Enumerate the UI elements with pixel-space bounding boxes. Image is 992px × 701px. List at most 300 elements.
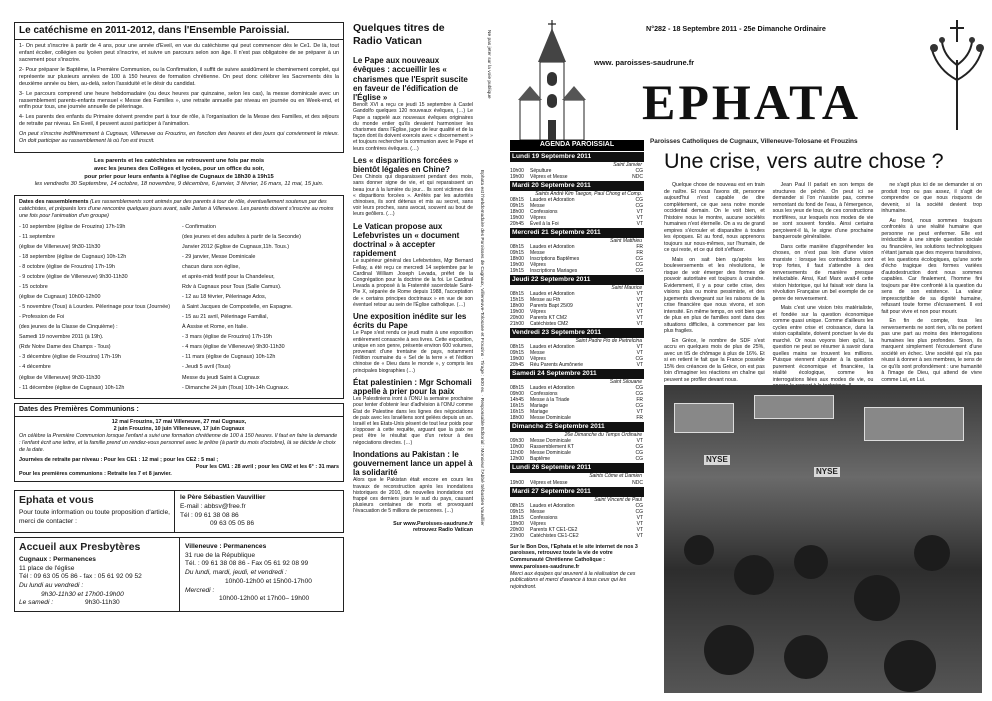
agenda-time: 10h00 xyxy=(510,444,524,451)
agenda-saint: Saint Silouane xyxy=(609,379,642,386)
agenda-place: CG xyxy=(635,261,643,268)
photo-person xyxy=(854,575,900,621)
contact-tel-1: Tél : 09 61 38 08 86 xyxy=(180,511,239,519)
agenda-saint: Saint Vincent de Paul xyxy=(594,496,642,503)
catechisme-title: Le catéchisme en 2011-2012, dans l'Ensemble Paroissial. xyxy=(15,23,343,40)
ephata-logo: EPHATA xyxy=(642,74,861,130)
vatican-articles xyxy=(353,56,473,514)
catechisme-body xyxy=(15,40,343,152)
agenda-place: CG xyxy=(635,202,643,209)
agenda-row xyxy=(510,221,644,227)
agenda-place: FR xyxy=(636,415,643,422)
photo-screen xyxy=(674,403,734,433)
agenda-place: VT xyxy=(636,214,643,221)
agenda-place: CG xyxy=(635,391,643,398)
catechisme-column xyxy=(14,22,344,692)
agenda-time: 09h15 xyxy=(510,508,524,515)
agenda-event: Catéchistes CM2 xyxy=(530,321,569,328)
agenda-event: Laudes et Adoration xyxy=(530,385,575,392)
rassemblement-line: chacun dans son église, xyxy=(182,264,240,271)
agenda-day: Jeudi 22 Septembre 2011 xyxy=(510,275,644,285)
agenda-event: Laudes et Adoration xyxy=(530,502,575,509)
agenda-event: Parents KT CE1-CE2 xyxy=(530,526,578,533)
agenda-time: 09h30 xyxy=(510,438,524,445)
rassemblement-line: (des jeunes et des adultes à partir de la Seconde) xyxy=(182,234,301,241)
photo-person xyxy=(704,625,754,675)
rassemblements-intro: (Les rassemblements sont animés par des parents à tour de rôle, éventuellement soutenus par des catéchistes, et préparés lors d'une rencontre quelques jours avant, salle Jarlan à Villeneuve. Les parents doivent s'inscrire au moins une fois pour l'animation d'un groupe) xyxy=(19,199,334,220)
agenda-time: 19h00 xyxy=(510,520,524,527)
vatican-article-headline[interactable]: Une exposition inédite sur les écrits du Pape xyxy=(353,311,467,331)
agenda-event: Messe Dominicale xyxy=(530,450,571,457)
agenda-note-italic: Merci aux équipes qui œuvrent à la réalisation de ces publications et merci d'avance à tous ceux qui les rejoindront. xyxy=(510,570,636,591)
agenda-event: Messe à la Triade xyxy=(530,397,570,404)
vatican-article-headline[interactable]: Les « disparitions forcées » bientôt légales en Chine? xyxy=(353,155,459,174)
agenda-place: VT xyxy=(636,526,643,533)
rassemblement-line: - 3 décembre (église de Frouzins) 17h-19h xyxy=(19,354,121,361)
agenda-event: Parents Bapt 25/09 xyxy=(530,303,573,310)
agenda-time: 16h15 xyxy=(510,403,524,410)
rassemblement-line: - 4 décembre xyxy=(19,364,51,371)
agenda-day: Lundi 26 Septembre 2011 xyxy=(510,463,644,473)
rassemblement-line: - 9 octobre (église de Villeneuve) 9h30-11h30 xyxy=(19,274,128,281)
photo-person xyxy=(794,545,828,579)
agenda-time: 14h45 xyxy=(510,397,524,404)
agenda-time: 08h15 xyxy=(510,243,524,250)
vatican-article-headline[interactable]: Inondations au Pakistan : le gouvernement lance un appel à la solidarité xyxy=(353,449,473,478)
agenda-time: 20h00 xyxy=(510,526,524,533)
ephata-contact-box xyxy=(14,490,344,533)
agenda-time: 18h00 xyxy=(510,303,524,310)
agenda-place: VT xyxy=(636,350,643,357)
agenda-place: CG xyxy=(635,502,643,509)
agenda-row xyxy=(510,533,644,539)
agenda-event: Catéchistes CE1-CE2 xyxy=(530,532,579,539)
photo-sign: NYSE xyxy=(706,455,728,464)
agenda-event: Messe xyxy=(530,202,545,209)
agenda-event: Laudes et Adoration xyxy=(530,344,575,351)
contact-email[interactable]: E-mail : abbsv@free.fr xyxy=(180,502,246,510)
vatican-article-headline[interactable]: État palestinien : Mgr Schomali appelle à prier pour la paix xyxy=(353,377,472,396)
cugnaux-head: Cugnaux : Permanences xyxy=(19,555,96,563)
photo-person xyxy=(734,555,774,595)
cugnaux-days: Du lundi au vendredi : xyxy=(19,581,84,589)
vatican-article-body: Le Pape s'est rendu ce jeudi matin à une exposition entièrement consacrée à ses livres. Cette exposition, unique en son genre, présente environ 600 volumes, provenant d'une trentaine de pays, notamment l'édition roumaine du « Sel de la terre » et l'édition chinoise de « Dieu dans le monde », y compris les principales biographies (…) xyxy=(353,330,473,374)
cugnaux-tel: Tél : 09 63 05 05 86 - fax : 05 61 92 09 52 xyxy=(19,573,142,581)
agenda-day: Dimanche 25 Septembre 2011 xyxy=(510,422,644,432)
agenda-time: 08h15 xyxy=(510,291,524,298)
article-paragraph: En Grèce, le nombre de SDF s'est accru en quelques mois de plus de 25%, avec un tiS de chômage à plus de 16%. Et si en retient le fait que la France possède 15% des créances de la Grèce, on est pas loin d'imaginer les réactions en chaîne qui peuvent se profiler devant nous. xyxy=(664,337,765,383)
agenda-event: Éveil à la Foi xyxy=(530,220,559,227)
agenda-paroissial xyxy=(510,140,644,591)
agenda-place: CG xyxy=(635,403,643,410)
agenda-event: Confessions xyxy=(530,208,558,215)
catechisme-item-4: 4- Les parents des enfants du Primaire doivent prendre part à tour de rôle, à l'organisation de la Messe des Familles, et des séjours de retraite par niveau. En Eveil, il peuvent aussi participer à l'animation. xyxy=(19,114,339,128)
photo-person xyxy=(784,635,828,679)
agenda-event: Messe xyxy=(530,249,545,256)
agenda-place: VT xyxy=(636,220,643,227)
agenda-time: 09h15 xyxy=(510,202,524,209)
accueil-box xyxy=(14,537,344,612)
agenda-place: CG xyxy=(635,255,643,262)
agenda-place: VT xyxy=(636,532,643,539)
agenda-place: FR xyxy=(636,397,643,404)
agenda-time: 08h15 xyxy=(510,196,524,203)
prayer-invite xyxy=(18,158,340,189)
agenda-note-bold: Sur le Bon Dos, l'Ephata et le site internet de nos 3 paroisses, retrouvez toute la vie de votre Communauté Chrétienne Catholique : xyxy=(510,543,638,564)
villeneuve-days: Du lundi, mardi, jeudi, et vendredi : xyxy=(185,569,287,577)
vertical-notice: Ne pas jeter sur la voie publique xyxy=(486,30,491,99)
vatican-footer-line-1[interactable]: Sur www.Paroisses-saudrune.fr xyxy=(393,520,473,527)
cugnaux-sat-hours: 9h30-11h30 xyxy=(84,599,120,607)
agenda-event: Vêpres xyxy=(530,520,546,527)
invite-line-1: Les parents et les catéchistes se retrouvent une fois par mois xyxy=(93,157,265,164)
retraite-line-3: Pour les premières communions : Retraite les 7 et 8 janvier. xyxy=(19,471,172,478)
agenda-time: 12h00 xyxy=(510,456,524,463)
vatican-article-body: Le supérieur général des Lefebvristes, Mgr Bernard Fellay, a été reçu ce mercredi 14 septembre par le Cardinal William Joseph Levada, préfet de la Congrégation pour la doctrine de la foi. Le Cardinal Levada a proposé à la Fraternité sacerdotale Saint-Pie X, séparée de Rome depuis 1988, l'acceptation de « certains principes doctrinaux » en vue de son éventuel retour au sein de l'Église catholique. (…) xyxy=(353,258,473,308)
agenda-place: VT xyxy=(636,514,643,521)
contact-name: le Père Sébastien Vauvillier xyxy=(180,494,266,502)
agenda-event: Confessions xyxy=(530,514,558,521)
agenda-place: VT xyxy=(636,520,643,527)
agenda-place: NDC xyxy=(632,173,643,180)
catechisme-note: On peut s'inscrire indifféremment à Cugnaux, Villeneuve ou Frouzins, en fonction des heures et des jours qui conviennent le mieux. On doit participer au rassemblement là où l'on est inscrit. xyxy=(19,131,339,145)
agenda-event: Vêpres et Messe xyxy=(530,173,568,180)
cugnaux-sat-label: Le samedi : xyxy=(19,599,54,607)
agenda-event: Confessions xyxy=(530,391,558,398)
vatican-column xyxy=(353,22,473,692)
agenda-saint: Saint Matthieu xyxy=(610,237,642,244)
rassemblement-line: - 29 janvier, Messe Dominicale xyxy=(182,254,256,261)
article-paragraph: ne s'agit plus ici de se demander si on produit trop ou pas assez, il s'agit de comprendre ce que nous risquons de devenir, si la société devient trop inhumaine. xyxy=(881,182,983,214)
agenda-event: Inscriptions Mariages xyxy=(530,267,578,274)
agenda-place: CG xyxy=(635,456,643,463)
agenda-time: 20h45 xyxy=(510,220,524,227)
agenda-row xyxy=(510,415,644,421)
vatican-article-body: Les Palestiniens iront à l'ONU la semaine prochaine pour tenter d'obtenir leur d'adhésion à l'ONU comme État de Palestine dans les lignes des négociations de paix avec les Israéliens sont gelées depuis un an. Israël et les Etats-Unis pèsent de tout leur poids pour s'opposer à cette requête, arguant que la paix ne peut être le résultat que d'un retour à des négociations directes. (…) xyxy=(353,396,473,446)
rassemblement-line: - 11 septembre xyxy=(19,234,55,241)
article-paragraph: Quelque chose de nouveau est en train de naître. Et nous l'avons dit, personne aujourd'hui n'est capable de dire complètement, ce que sera notre monde occidental demain. On le voit bien, et l'histoire nous le montre, aucune sociétés humaines n'est éternelle. On a vu de grand empires s'écrouler et disparaître à toutes les époques. Et au fond, nous apprenons toujours sur nous-mêmes, sur l'humain, de ce qui reste, et ce qui doit s'effacer. xyxy=(664,182,765,253)
vatican-article xyxy=(353,56,473,152)
rassemblement-line: - 15 octobre xyxy=(19,284,48,291)
rassemblement-line: - 5 novembre (Tous) à Lourdes. Pèlerinage pour tous (Journée) xyxy=(19,304,171,311)
front-page xyxy=(496,0,992,701)
agenda-place: CG xyxy=(635,385,643,392)
catechisme-item-2: 2- Pour préparer le Baptême, la Première Communion, ou la Confirmation, il suffit de suivre assidûment le cheminement complet, qui représente sur plusieurs années de 100 à 150 heures de formation chrétienne. On peut donc célébrer les Sacrements dès la deuxième année ou bien, au-delà, selon l'assiduité et le désir du candidat. xyxy=(19,66,339,87)
agenda-place: CG xyxy=(635,267,643,274)
agenda-place: VT xyxy=(636,409,643,416)
issue-line: N°282 - 18 Septembre 2011 - 25e Dimanche Ordinaire xyxy=(646,24,826,33)
vatican-article xyxy=(353,450,473,515)
agenda-time: 21h00 xyxy=(510,321,524,328)
ephata-contact-title: Ephata et vous xyxy=(19,494,94,507)
agenda-place: CG xyxy=(635,196,643,203)
agenda-event: Messe Dominicale xyxy=(530,415,571,422)
agenda-saint: Saints André Kim Taegon, Paul Chong et Comp. xyxy=(535,190,642,197)
agenda-saint: Saint Maurice xyxy=(611,284,642,291)
agenda-time: 19h00 xyxy=(510,173,524,180)
vatican-article-body: Des Chinois qui disparaissent pendant des mois, sans donner signe de vie, et qui reparaissent un beau jour à la lumière du jour... Ils sont victimes des « disparitions forcées ». Arrêtés par les autorités chinoises, ils sont détenus et mis au secret, sans voir leurs proches, sans avocat, souvent au bout de leurs geôliers. (…) xyxy=(353,174,473,218)
agenda-row xyxy=(510,456,644,462)
rassemblement-line: (église de Villeneuve) 9h30-11h30 xyxy=(19,374,101,381)
agenda-title: AGENDA PAROISSIAL xyxy=(510,140,644,151)
villeneuve-address: 31 rue de la République xyxy=(185,551,256,559)
agenda-days xyxy=(510,152,644,539)
article-column-1 xyxy=(664,182,765,382)
agenda-place: CG xyxy=(635,167,643,174)
villeneuve-hours: 10h00-12h00 et 15h00-17h00 xyxy=(225,577,312,585)
agenda-place: CG xyxy=(635,508,643,515)
agenda-row xyxy=(510,480,644,486)
agenda-saint: Saints Côme et Damien xyxy=(589,473,642,480)
rassemblement-line: - 3 mars (église de Frouzins) 17h-19h xyxy=(182,334,272,341)
vatican-article-headline[interactable]: Le Pape aux nouveaux évêques : accueillir les « charismes que l'Esprit suscite en faveur de l'édification de l'Église » xyxy=(353,56,468,102)
agenda-time: 19h00 xyxy=(510,356,524,363)
agenda-event: Rassemblement KT xyxy=(530,444,574,451)
rassemblement-line: - 10 septembre (église de Frouzins) 17h-19h xyxy=(19,224,126,231)
vatican-article xyxy=(353,222,473,308)
agenda-event: Vêpres xyxy=(530,214,546,221)
vatican-article xyxy=(353,378,473,446)
vatican-article-body: Benoît XVI a reçu ce jeudi 15 septembre à Castel Gandolfo quelques 120 nouveaux évêques, (…) Le Pape a rappelé aux nouveaux évêques originaires du monde entier qu'ils devaient harmoniser les charismes dans l'Église, juger de leur qualité et de la façon dont ils doivent exercés avec « discernement » et toujours rechercher la communion avec le Pape et leurs confrères évêques. (…) xyxy=(353,102,473,152)
accueil-cugnaux xyxy=(15,538,180,611)
rassemblement-line: - Confirmation xyxy=(182,224,216,231)
agenda-place: VT xyxy=(636,303,643,310)
agenda-time: 08h15 xyxy=(510,385,524,392)
agenda-day: Samedi 24 Septembre 2011 xyxy=(510,369,644,379)
agenda-event: Mariage xyxy=(530,403,549,410)
agenda-time: 09h00 xyxy=(510,391,524,398)
rassemblements-right xyxy=(182,224,339,394)
agenda-time: 15h15 xyxy=(510,297,524,304)
agenda-time: 10h00 xyxy=(510,167,524,174)
site-url[interactable]: www. paroisses-saudrune.fr xyxy=(594,58,695,67)
agenda-place: NDC xyxy=(632,479,643,486)
communions-line-1: 12 mai Frouzins, 17 mai Villeneuve, 27 mai Cugnaux, xyxy=(111,419,247,426)
agenda-place: VT xyxy=(636,297,643,304)
rassemblement-line: - Jeudi 5 avril (Tous) xyxy=(182,364,231,371)
photo-person xyxy=(684,535,714,565)
rassemblements-title: Dates des rassemblements xyxy=(19,199,89,206)
article-paragraph: En fin de compte, tous les renversements ne sont rien, s'ils ne portent pas une part au moins des interrogations humaines les plus profondes. Sinon, ils marquent simplement l'écroulement d'une société en échec. Une société qui n'a pas réussi à donner à ses membres, le sens de ce qu'ils sont profondément : une humanité à l'image de Dieu, qui attend de vivre comme Lui, en Lui. xyxy=(881,318,983,383)
agenda-event: Laudes et Adoration xyxy=(530,243,575,250)
photo-person xyxy=(884,640,936,692)
agenda-place: FR xyxy=(636,249,643,256)
agenda-row xyxy=(510,362,644,368)
agenda-saint: Saint Padre Pio de Pietrelcina xyxy=(575,338,642,345)
agenda-event: Messe xyxy=(530,350,545,357)
rassemblements-grid xyxy=(19,224,339,394)
rassemblement-line: - Profession de Foi xyxy=(19,314,65,321)
agenda-event: Vêpres xyxy=(530,261,546,268)
agenda-event: Sépulture xyxy=(530,167,552,174)
rassemblement-line: (église de Villeneuve) 9h30-11h30 xyxy=(19,244,101,251)
vatican-article-body: Alors que le Pakistan était encore en cours les travaux de reconstruction après les inondations historiques de 2010, de nouvelles inondations ont frappé ces derniers jours le sud du pays, causant plusieurs centaines de morts et provoquant l'évacuation de 5 millions de personnes. (…) xyxy=(353,477,473,515)
agenda-day: Lundi 19 Septembre 2011 xyxy=(510,152,644,162)
contact-tel-2: 09 63 05 05 86 xyxy=(210,520,254,528)
rassemblement-line: - 15 au 21 avril, Pèlerinage Familial, xyxy=(182,314,268,321)
rassemblement-line: à Saint Jacques de Compostelle, en Espagne. xyxy=(182,304,293,311)
ephata-contact-text: Pour toute information ou toute proposition d'article, merci de contacter : xyxy=(19,508,170,525)
agenda-time: 19h00 xyxy=(510,261,524,268)
communions-box xyxy=(14,416,344,482)
vatican-article xyxy=(353,312,473,374)
catechisme-box xyxy=(14,22,344,153)
retraite-line-1: Journées de retraite par niveau : Pour les CE1 : 12 mai ; pour les CE2 : 5 mai ; xyxy=(19,457,219,464)
agenda-event: Vêpres et Messe xyxy=(530,479,568,486)
agenda-event: Laudes et Adoration xyxy=(530,196,575,203)
agenda-time: 09h15 xyxy=(510,350,524,357)
vertical-credits: Ephata est l'hebdomadaire des Paroisses de Cugnaux, Villeneuve-Tolosane et Frouzins · Tirage : 600 ex. · Responsable Editorial : Monsieur l'Abbé Sébastien Vauvillier xyxy=(479,170,484,526)
agenda-event: Mariage xyxy=(530,409,549,416)
invite-line-2: avec les jeunes des Collèges et lycées, pour un office du soir, xyxy=(93,165,265,172)
agenda-time: 19h15 xyxy=(510,267,524,274)
agenda-day: Mardi 27 Septembre 2011 xyxy=(510,487,644,497)
invite-line-3: pour prier pour leurs enfants à l'église de Cugnaux de 18h30 à 19h15 xyxy=(84,173,274,180)
agenda-place: VT xyxy=(636,291,643,298)
agenda-row xyxy=(510,174,644,180)
photo-screen xyxy=(754,395,834,419)
vatican-footer-line-2: retrouvez Radio Vatican xyxy=(412,527,473,534)
agenda-note-url[interactable]: www.paroisses-saudrune.fr xyxy=(510,563,580,570)
agenda-day: Mardi 20 Septembre 2011 xyxy=(510,181,644,191)
church-illustration xyxy=(512,20,592,140)
main-article xyxy=(664,182,982,382)
agenda-place: VT xyxy=(636,315,643,322)
rassemblements-left xyxy=(19,224,176,394)
ephata-contact-left xyxy=(15,491,175,532)
rassemblement-line: Samedi 19 novembre 2011 (à 19h). xyxy=(19,334,104,341)
rassemblement-line: (Rdv Notre Dame des Champs - Tous) xyxy=(19,344,111,351)
agenda-event: Messe xyxy=(530,508,545,515)
rassemblement-line: À Assise et Rome, en Italie. xyxy=(182,324,248,331)
agenda-time: 11h00 xyxy=(510,450,524,457)
photo-screen xyxy=(864,407,964,441)
rassemblement-line: - 11 décembre (église de Cugnaux) 10h-12h xyxy=(19,384,125,391)
photo-sign: NYSE xyxy=(816,467,838,476)
agenda-time: 18h00 xyxy=(510,255,524,262)
rassemblement-line: (église de Cugnaux) 10h00-12h00 xyxy=(19,294,101,301)
agenda-time: 19h00 xyxy=(510,479,524,486)
agenda-row xyxy=(510,268,644,274)
tree-cross-logo xyxy=(928,20,986,130)
rassemblement-line: - 11 mars (église de Cugnaux) 10h-12h xyxy=(182,354,276,361)
agenda-event: Baptême xyxy=(530,456,551,463)
agenda-place: VT xyxy=(636,438,643,445)
retraite-line-2: Pour les CM1 : 28 avril ; pour les CM2 et les 6° : 31 mars xyxy=(195,464,339,471)
agenda-time: 21h00 xyxy=(510,532,524,539)
rassemblement-line: Rdv à Cugnaux pour Tous (Salle Camus). xyxy=(182,284,282,291)
communions-title: Dates des Premières Communions : xyxy=(14,403,344,417)
vatican-title: Quelques titres de Radio Vatican xyxy=(353,22,445,48)
villeneuve-head: Villeneuve : Permanences xyxy=(185,543,267,550)
agenda-event: Messe Dominicale xyxy=(530,438,571,445)
article-paragraph: Jean Paul II parlait en son temps de structures de péché. On peut ici se demander si l'on n'assiste pas, comme remontant du fond de l'eau, à l'émergence, sous les yeux de tous, de ces constructions mortifères, sur lesquels nos modes de vie se sont souvent fondés. Ainsi certains perçoivent-il là, le signe d'une prochaine banqueroute généralisée. xyxy=(772,182,874,240)
article-paragraph: Mais c'est une vision très matérialiste, et fondée sur la question économique comme quasi unique. Comme d'ailleurs les cycles entre crise et croissance, dans la vision capitaliste, doivent ponctuer la vie du marché. Or nous voyons bien qu'ici, la question ne peut se résumer à savoir dans quelles mains se trouvent les millions. Puisque viennent s'ajouter à la question purement économique et financière, la réalité écologique, comme les interrogations liées aux modes de vie, ou xyxy=(772,305,874,383)
agenda-place: VT xyxy=(636,208,643,215)
vatican-footer xyxy=(353,521,473,534)
article-paragraph: Au fond, nous sommes toujours confrontés à une réalité humaine que personne ne peut enfermer. Elle est irréductible à une simple question sociale ou financière, les solutions technologiques n'étant jamais que des moyens transitoires, et les questions écologiques, qu'une sorte d'écho tragique des formes variées d'autodestruction dont nous sommes capables. Car finalement, l'homme fini toujours par être confronté à la question du sens de son existence. La valeur imprescriptible de sa dignité humaine, refusant toute forme d'écrasement. Il est fait pour vivre et non pour mourir. xyxy=(881,217,983,315)
villeneuve-tel: Tél. : 09 61 38 08 86 - Fax 05 61 92 08 99 xyxy=(185,560,309,568)
agenda-time: 20h45 xyxy=(510,362,524,369)
agenda-time: 18h00 xyxy=(510,208,524,215)
agenda-note xyxy=(510,544,644,591)
rassemblement-line: - 8 octobre (église de Frouzins) 17h-19h xyxy=(19,264,115,271)
tagline: Paroisses Catholiques de Cugnaux, Villeneuve-Tolosane et Frouzins xyxy=(650,138,858,145)
rassemblement-line: - 18 septembre (église de Cugnaux) 10h-12h xyxy=(19,254,127,261)
accueil-villeneuve xyxy=(180,538,343,611)
communions-line-2: 2 juin Frouzins, 10 juin Villeneuve, 17 juin Cugnaux xyxy=(113,426,245,433)
agenda-time: 19h00 xyxy=(510,214,524,221)
main-headline: Une crise, vers autre chose ? xyxy=(664,149,944,173)
agenda-event: Vêpres xyxy=(530,309,546,316)
agenda-event: Inscriptions Baptêmes xyxy=(530,255,580,262)
ephata-contact-right xyxy=(175,491,343,532)
communions-note: On célèbre la Première Communion lorsque l'enfant a suivi une formation chrétienne de 100 à 150 heures. Il faut en faire la demande : l'enfant écrit une lettre, et la famille prend un rendez-vous personnel avec le prêtre (à partir du mois d'octobre), là se décide le choix de la date. xyxy=(19,433,338,454)
article-paragraph: Dans cette manière d'appréhender les choses, on n'est pas loin d'une vision marxiste : lorsque les contradictions sont trop fortes, il faut s'attendre à des renversements de manière presque inéluctable. Ainsi, Karl Marx avait-il cette vision historique, qui lui faisait voir dans la révolution Française un bel exemple de ce genre de renversement. xyxy=(772,243,874,302)
article-paragraph: Mais on sait bien qu'après les bouleversements et les révolutions, le risque de voir émerger des formes de pouvoir autoritaire est toujours à craindre. Evidemment, il y a pour cette crise, des visions plus ou moins pessimiste, et des jugements divergeant sur les raisons de la crise financière que nous vivons, et son intensité. En même temps, on voit bien que de plus en plus de familles sont dans des situations difficiles, à commencer par les plus fragiles. xyxy=(664,256,765,334)
rassemblement-line: Messe du jeudi Saint à Cugnaux xyxy=(182,374,260,381)
rassemblement-line: - Dimanche 24 juin (Tous) 10h-14h Cugnaux. xyxy=(182,384,290,391)
agenda-saint: Saint Janvier xyxy=(613,161,642,168)
article-column-3 xyxy=(881,182,982,382)
agenda-event: Vêpres xyxy=(530,356,546,363)
agenda-event: Laudes et Adoration xyxy=(530,291,575,298)
catechisme-item-3: 3- Le parcours comprend une heure hebdomadaire (ou deux heures par quinzaine, selon les cas), la messe dominicale avec un rassemblement parents-enfants mensuel « Messe des Familles », une retraite annuelle par niveau en journée ou en Week-end, et enfin pour tous, une journée annuelle de pèlerinage. xyxy=(19,90,339,111)
rassemblement-line: - 12 au 18 février, Pèlerinage Ados, xyxy=(182,294,267,301)
agenda-day: Vendredi 23 Septembre 2011 xyxy=(510,328,644,338)
photo-person xyxy=(914,535,950,571)
vatican-article-headline[interactable]: Le Vatican propose aux Lefebvristes un « document doctrinal » à accepter rapidement xyxy=(353,221,460,259)
agenda-place: CG xyxy=(635,450,643,457)
invite-dates: les vendredis 30 Septembre, 14 octobre, 18 novembre, 9 décembre, 6 janvier, 3 février, 16 mars, 11 mai, 15 juin. xyxy=(34,181,324,188)
vatican-article xyxy=(353,156,473,218)
agenda-time: 18h15 xyxy=(510,514,524,521)
agenda-time: 08h15 xyxy=(510,344,524,351)
agenda-row xyxy=(510,321,644,327)
accueil-title: Accueil aux Presbytères xyxy=(19,541,141,553)
agenda-day: Mercredi 21 Septembre 2011 xyxy=(510,228,644,238)
agenda-place: VT xyxy=(636,362,643,369)
agenda-event: Messe au Fth xyxy=(530,297,561,304)
agenda-time: 08h15 xyxy=(510,502,524,509)
agenda-place: VT xyxy=(636,321,643,328)
agenda-place: CG xyxy=(635,356,643,363)
villeneuve-wed-label: Mercredi : xyxy=(185,586,215,594)
villeneuve-wed-hours: 10h00-12h00 et 17h00– 19h00 xyxy=(219,595,310,603)
rassemblement-line: Janvier 2012 (Eglise de Cugnaux,11h. Tous.) xyxy=(182,244,290,251)
agenda-place: CG xyxy=(635,444,643,451)
rassemblements-box xyxy=(14,195,344,398)
cugnaux-hours: 9h30-11h30 et 17h00-19h00 xyxy=(41,590,124,598)
agenda-time: 09h15 xyxy=(510,249,524,256)
stock-exchange-photo xyxy=(664,385,982,693)
agenda-place: FR xyxy=(636,243,643,250)
agenda-place: VT xyxy=(636,309,643,316)
agenda-place: VT xyxy=(636,344,643,351)
article-column-2 xyxy=(773,182,874,382)
agenda-time: 16h15 xyxy=(510,409,524,416)
cugnaux-address: 11 place de l'église xyxy=(19,564,75,572)
rassemblement-line: et après-midi festif pour la Chandeleur, xyxy=(182,274,275,281)
rassemblement-line: (des jeunes de la Classe de Cinquième) : xyxy=(19,324,118,331)
rassemblement-line: - 4 mars (église de Villeneuve) 9h30-11h30 xyxy=(182,344,285,351)
catechisme-item-1: 1- On peut s'inscrire à partir de 4 ans, pour une année d'Eveil, en vue du catéchisme qui peut commencer dès le Ce1. De là, tout enfant écolier, collégien ou lycéen peut s'inscrire, et suivre un parcours selon son âge. Il n'est pas obligatoire de se préparer à un sacrement pour s'inscrire. xyxy=(19,43,339,63)
agenda-event: Réu Parents Aumônerie xyxy=(530,362,584,369)
agenda-time: 18h00 xyxy=(510,415,524,422)
agenda-saint: 26e Dimanche du Temps Ordinaire xyxy=(564,432,642,439)
agenda-time: 20h00 xyxy=(510,315,524,322)
agenda-event: Parents KT CM2 xyxy=(530,315,567,322)
